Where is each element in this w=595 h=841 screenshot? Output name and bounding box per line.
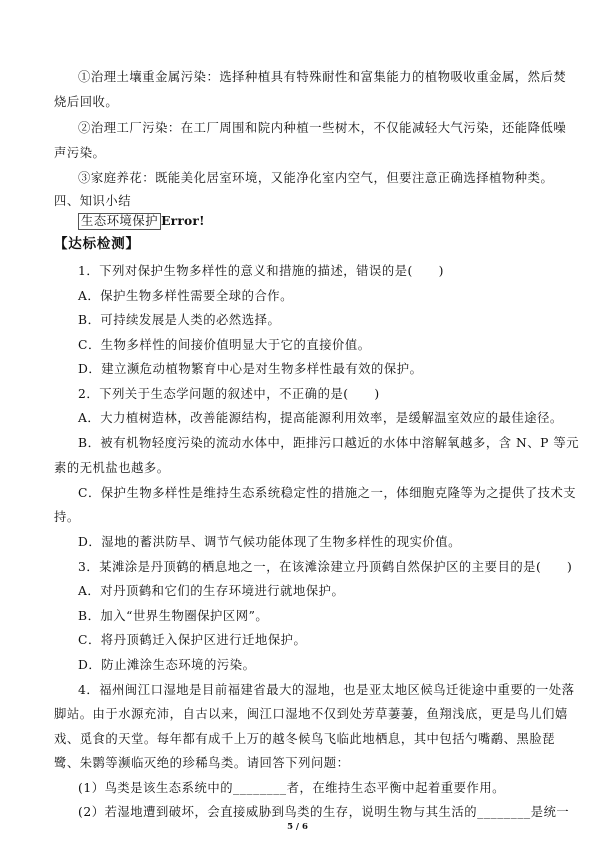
sub-question: (2）若湿地遭到破坏，会直接威胁到鸟类的生存，说明生物与其生活的________是统一 — [78, 805, 570, 819]
option-line: A．对丹顶鹤和它们的生存环境进行就地保护。 — [78, 584, 345, 598]
option-line: B．加入“世界生物圈保护区网”。 — [78, 609, 269, 623]
section-heading: 【达标检测】 — [54, 236, 140, 252]
paragraph-line: 烧后回收。 — [54, 95, 119, 109]
paragraph-line: ②治理工厂污染：在工厂周围和院内种植一些树木，不仅能减轻大气污染，还能降低噪 — [78, 121, 567, 135]
option-line: C．将丹顶鹤迁入保护区进行迁地保护。 — [78, 633, 307, 647]
option-line: D．防止滩涂生态环境的污染。 — [78, 658, 256, 672]
paragraph-line: 鹭、朱鹮等濒临灭绝的珍稀鸟类。请回答下列问题： — [54, 756, 350, 770]
summary-box: 生态环境保护 — [78, 213, 161, 230]
question-4: 4．福州闽江口湿地是目前福建省最大的湿地，也是亚太地区候鸟迁徙途中重要的一处落 — [78, 683, 575, 697]
paragraph-line: ①治理土壤重金属污染：选择种植具有特殊耐性和富集能力的植物吸收重金属，然后焚 — [78, 70, 567, 84]
question-1: 1．下列对保护生物多样性的意义和措施的描述，错误的是( ) — [78, 264, 444, 278]
option-line: 素的无机盐也越多。 — [54, 461, 170, 475]
sub-question: (1）鸟类是该生态系统中的________者，在维持生态平衡中起着重要作用。 — [78, 781, 506, 795]
option-line: D．湿地的蓄洪防旱、调节气候功能体现了生物多样性的现实价值。 — [78, 535, 461, 549]
option-line: B．被有机物轻度污染的流动水体中，距排污口越近的水体中溶解氧越多，含 N、P 等元 — [78, 436, 580, 450]
question-3: 3．某滩涂是丹顶鹤的栖息地之一，在该滩涂建立丹顶鹤自然保护区的主要目的是( ) — [78, 560, 573, 574]
option-line: A．保护生物多样性需要全球的合作。 — [78, 289, 293, 303]
section-title: 四、知识小结 — [54, 194, 132, 208]
question-2: 2．下列关于生态学问题的叙述中，不正确的是( ) — [78, 387, 380, 401]
paragraph-line: 脚站。由于水源充沛，自古以来，闽江口湿地不仅到处芳草萋萋，鱼翔浅底，更是鸟儿们嬉 — [54, 707, 568, 721]
error-text: Error! — [161, 213, 205, 228]
option-line: D．建立濒危动植物繁育中心是对生物多样性最有效的保护。 — [78, 362, 423, 376]
page-number: 5 / 6 — [287, 822, 308, 832]
paragraph-line: 戏、觅食的天堂。每年都有成千上万的越冬候鸟飞临此地栖息，其中包括勺嘴鹬、黑脸琵 — [54, 732, 556, 746]
option-line: 持。 — [54, 510, 80, 524]
paragraph-line: 声污染。 — [54, 146, 106, 160]
knowledge-summary — [0, 213, 595, 230]
option-line: C．生物多样性的间接价值明显大于它的直接价值。 — [78, 338, 371, 352]
option-line: C．保护生物多样性是维持生态系统稳定性的措施之一，体细胞克隆等为之提供了技术支 — [78, 486, 577, 500]
option-line: A．大力植树造林，改善能源结构，提高能源利用效率，是缓解温室效应的最佳途径。 — [78, 411, 563, 425]
option-line: B．可持续发展是人类的必然选择。 — [78, 313, 281, 327]
paragraph-line: ③家庭养花：既能美化居室环境，又能净化室内空气，但要注意正确选择植物种类。 — [78, 171, 554, 185]
